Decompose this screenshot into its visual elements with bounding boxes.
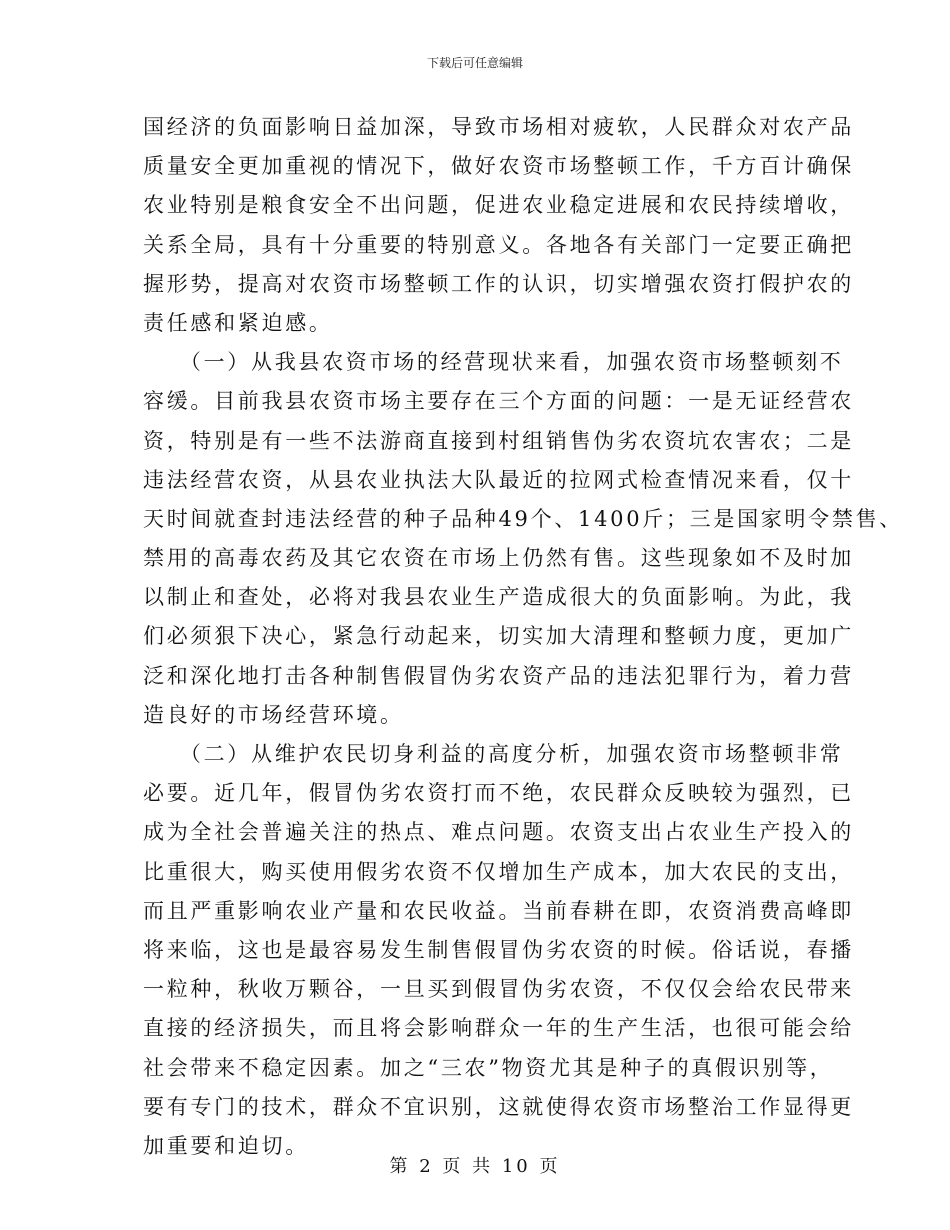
text-line: 要有专门的技术，群众不宜识别，这就使得农资市场整治工作显得更 [143, 1094, 854, 1119]
text-line: 质量安全更加重视的情况下，做好农资市场整顿工作，千方百计确保 [143, 154, 854, 179]
text-line: 成为全社会普遍关注的热点、难点问题。农资支出占农业生产投入的 [143, 820, 854, 845]
text-line: 农业特别是粮食安全不出问题，促进农业稳定进展和农民持续增收， [143, 193, 854, 218]
text-line: （一）从我县农资市场的经营现状来看，加强农资市场整顿刻不 [143, 350, 844, 375]
page-header: 下载后可任意编辑 [426, 56, 523, 70]
text-line: 造良好的市场经营环境。 [143, 702, 404, 727]
text-line: 们必须狠下决心，紧急行动起来，切实加大清理和整顿力度，更加广 [143, 624, 854, 649]
document-body [143, 108, 903, 1166]
text-line: 社会带来不稳定因素。加之“三农”物资尤其是种子的真假识别等， [143, 1055, 834, 1080]
text-line: 禁用的高毒农药及其它农资在市场上仍然有售。这些现象如不及时加 [143, 546, 854, 571]
text-line: 天时间就查封违法经营的种子品种49个、1400斤；三是国家明令禁售、 [143, 506, 903, 531]
text-line: 必要。近几年，假冒伪劣农资打而不绝，农民群众反映较为强烈，已 [143, 781, 854, 806]
text-line: 一粒种，秋收万颗谷，一旦买到假冒伪劣农资，不仅仅会给农民带来 [143, 977, 854, 1002]
text-line: 泛和深化地打击各种制售假冒伪劣农资产品的违法犯罪行为，着力营 [143, 663, 854, 688]
text-line: 握形势，提高对农资市场整顿工作的认识，切实增强农资打假护农的 [143, 271, 854, 296]
text-line: 而且严重影响农业产量和农民收益。当前春耕在即，农资消费高峰即 [143, 898, 854, 923]
text-line: 以制止和查处，必将对我县农业生产造成很大的负面影响。为此，我 [143, 585, 854, 610]
text-line: 容缓。目前我县农资市场主要存在三个方面的问题：一是无证经营农 [143, 389, 854, 414]
text-line: 资，特别是有一些不法游商直接到村组销售伪劣农资坑农害农；二是 [143, 428, 854, 453]
text-line: 关系全局，具有十分重要的特别意义。各地各有关部门一定要正确把 [143, 232, 854, 257]
text-line: 责任感和紧迫感。 [143, 310, 333, 335]
page-number: 第 2 页 共 10 页 [389, 1156, 561, 1177]
text-line: 国经济的负面影响日益加深，导致市场相对疲软，人民群众对农产品 [143, 115, 854, 139]
text-line: （二）从维护农民切身利益的高度分析，加强农资市场整顿非常 [143, 742, 844, 766]
text-line: 违法经营农资，从县农业执法大队最近的拉网式检查情况来看，仅十 [143, 467, 854, 492]
text-line: 比重很大，购买使用假劣农资不仅增加生产成本，加大农民的支出， [143, 859, 854, 884]
text-line: 直接的经济损失，而且将会影响群众一年的生产生活，也很可能会给 [143, 1016, 854, 1041]
text-line: 加重要和迫切。 [143, 1133, 309, 1158]
text-line: 将来临，这也是最容易发生制售假冒伪劣农资的时候。俗话说，春播 [143, 937, 854, 962]
